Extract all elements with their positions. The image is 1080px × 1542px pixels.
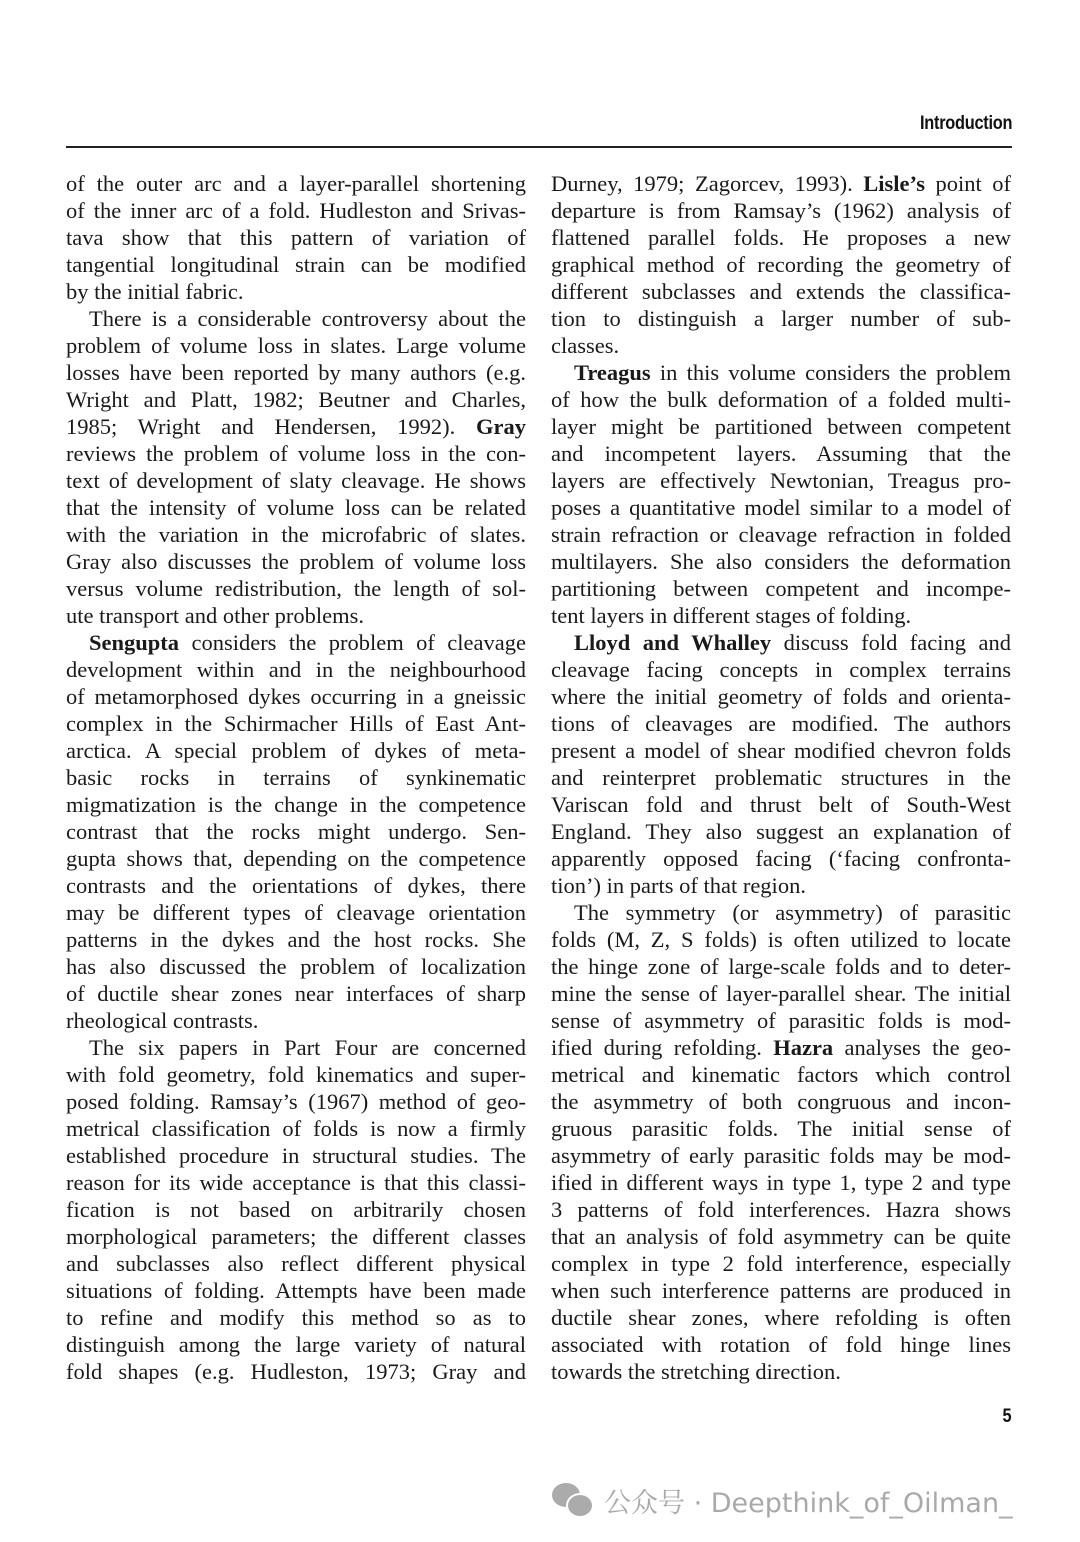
text-line: tion’) in parts of that region.	[551, 873, 806, 898]
text-fragment: discuss fold facing and	[771, 630, 1011, 655]
text-fragment: in this volume considers the problem	[650, 360, 1011, 385]
text-line: complex in the Schirmacher Hills of East Ant-	[66, 711, 526, 736]
text-line: by the initial fabric.	[66, 279, 244, 304]
wechat-icon	[552, 1483, 594, 1517]
text-line: flattened parallel folds. He proposes a new	[551, 225, 1011, 250]
text-line: of metamorphosed dykes occurring in a gneissic	[66, 684, 526, 709]
text-line: text of development of slaty cleavage. He shows	[66, 468, 526, 493]
text-line: fold shapes (e.g. Hudleston, 1973; Gray and	[66, 1359, 526, 1384]
text-line: apparently opposed facing (‘facing confronta-	[551, 846, 1011, 871]
text-line: The six papers in Part Four are concerned	[89, 1035, 526, 1060]
text-line: departure is from Ramsay’s (1962) analysis of	[551, 198, 1011, 223]
text-line: of the outer arc and a layer-parallel shortening	[66, 171, 526, 196]
text-line: ute transport and other problems.	[66, 603, 365, 628]
text-line: poses a quantitative model similar to a model of	[551, 495, 1011, 520]
text-fragment: Durney, 1979; Zagorcev, 1993).	[551, 171, 853, 196]
text-line: established procedure in structural studies. The	[66, 1143, 526, 1168]
text-line: present a model of shear modified chevron folds	[551, 738, 1011, 763]
text-line	[551, 629, 1011, 656]
text-line: and subclasses also reflect different physical	[66, 1251, 526, 1276]
page-number: 5	[1002, 1406, 1012, 1427]
text-line	[66, 413, 526, 440]
text-line: problem of volume loss in slates. Large volume	[66, 333, 526, 358]
author-name-lloyd-whalley: Lloyd and Whalley	[574, 630, 772, 655]
header-rule	[66, 146, 1012, 148]
text-line: of how the bulk deformation of a folded multi-	[551, 387, 1011, 412]
text-line: where the initial geometry of folds and orienta-	[551, 684, 1011, 709]
text-line: the asymmetry of both congruous and incon-	[551, 1089, 1011, 1114]
text-line: tion to distinguish a larger number of sub-	[551, 306, 1011, 331]
text-line: situations of folding. Attempts have been made	[66, 1278, 526, 1303]
text-line: reason for its wide acceptance is that this classi-	[66, 1170, 526, 1195]
text-line: graphical method of recording the geometry of	[551, 252, 1011, 277]
text-line: different subclasses and extends the classifica-	[551, 279, 1011, 304]
text-line: metrical and kinematic factors which control	[551, 1062, 1011, 1087]
text-line: migmatization is the change in the competence	[66, 792, 526, 817]
text-line	[551, 170, 1011, 197]
text-line: ified in different ways in type 1, type 2 and type	[551, 1170, 1011, 1195]
text-line	[551, 359, 1011, 386]
text-line: and reinterpret problematic structures in the	[551, 765, 1011, 790]
text-line: basic rocks in terrains of synkinematic	[66, 765, 526, 790]
text-line: metrical classification of folds is now a firmly	[66, 1116, 526, 1141]
text-line	[551, 1034, 1011, 1061]
text-line: reviews the problem of volume loss in the con-	[66, 441, 526, 466]
text-line: towards the stretching direction.	[551, 1359, 841, 1384]
text-line: morphological parameters; the different classes	[66, 1224, 526, 1249]
text-line: ductile shear zones, where refolding is often	[551, 1305, 1011, 1330]
text-line: England. They also suggest an explanation of	[551, 819, 1011, 844]
text-line: contrasts and the orientations of dykes, there	[66, 873, 526, 898]
text-line: of ductile shear zones near interfaces of sharp	[66, 981, 526, 1006]
text-line: patterns in the dykes and the host rocks. She	[66, 927, 526, 952]
left-column	[66, 170, 526, 1385]
author-name-sengupta: Sengupta	[89, 630, 180, 655]
text-line: There is a considerable controversy about the	[89, 306, 526, 331]
text-line: Variscan fold and thrust belt of South-West	[551, 792, 1011, 817]
text-line: complex in type 2 fold interference, especially	[551, 1251, 1011, 1276]
text-line: strain refraction or cleavage refraction in folded	[551, 522, 1011, 547]
text-fragment: 1985; Wright and Hendersen, 1992).	[66, 414, 456, 439]
text-line: the hinge zone of large-scale folds and to deter-	[551, 954, 1011, 979]
text-line: with the variation in the microfabric of slates.	[66, 522, 526, 547]
text-line: distinguish among the large variety of natural	[66, 1332, 526, 1357]
text-line: asymmetry of early parasitic folds may be mod-	[551, 1143, 1011, 1168]
text-fragment: considers the problem of cleavage	[179, 630, 526, 655]
text-line: contrast that the rocks might undergo. Sen-	[66, 819, 526, 844]
text-line: classes.	[551, 333, 620, 358]
text-line: gruous parasitic folds. The initial sense of	[551, 1116, 1011, 1141]
text-line: Gray also discusses the problem of volume loss	[66, 549, 526, 574]
text-fragment: point of	[924, 171, 1011, 196]
author-name-lisle: Lisle’s	[863, 171, 925, 196]
text-line: tions of cleavages are modified. The authors	[551, 711, 1011, 736]
text-line: multilayers. She also considers the deformation	[551, 549, 1011, 574]
text-line: fication is not based on arbitrarily chosen	[66, 1197, 526, 1222]
text-line: layers are effectively Newtonian, Treagus pro-	[551, 468, 1011, 493]
right-column	[551, 170, 1011, 1385]
text-line: posed folding. Ramsay’s (1967) method of geo-	[66, 1089, 526, 1114]
author-name-hazra: Hazra	[773, 1035, 834, 1060]
text-line: partitioning between competent and incompe-	[551, 576, 1011, 601]
text-line: when such interference patterns are produced in	[551, 1278, 1011, 1303]
text-line: mine the sense of layer-parallel shear. The initial	[551, 981, 1011, 1006]
text-line: and incompetent layers. Assuming that the	[551, 441, 1011, 466]
text-line: that the intensity of volume loss can be related	[66, 495, 526, 520]
text-line: cleavage facing concepts in complex terrains	[551, 657, 1011, 682]
running-head: Introduction	[919, 113, 1012, 134]
watermark-text: 公众号 · Deepthink_of_Oilman_	[604, 1487, 1013, 1519]
text-line: The symmetry (or asymmetry) of parasitic	[574, 900, 1011, 925]
watermark	[552, 1480, 1013, 1520]
text-line: sense of asymmetry of parasitic folds is mod-	[551, 1008, 1011, 1033]
text-line: layer might be partitioned between competent	[551, 414, 1011, 439]
text-line: Wright and Platt, 1982; Beutner and Charles,	[66, 387, 526, 412]
text-line: has also discussed the problem of localization	[66, 954, 526, 979]
author-name-treagus: Treagus	[574, 360, 651, 385]
text-line: versus volume redistribution, the length of sol-	[66, 576, 526, 601]
text-line: losses have been reported by many authors (e.g.	[66, 360, 526, 385]
text-line: with fold geometry, fold kinematics and super-	[66, 1062, 526, 1087]
text-fragment: analyses the geo-	[833, 1035, 1011, 1060]
text-line: development within and in the neighbourhood	[66, 657, 526, 682]
text-line: gupta shows that, depending on the competence	[66, 846, 526, 871]
text-line: tent layers in different stages of folding.	[551, 603, 912, 628]
text-fragment: ified during refolding.	[551, 1035, 762, 1060]
text-line: that an analysis of fold asymmetry can be quite	[551, 1224, 1011, 1249]
text-line: associated with rotation of fold hinge lines	[551, 1332, 1011, 1357]
text-line: rheological contrasts.	[66, 1008, 259, 1033]
text-line: folds (M, Z, S folds) is often utilized to locate	[551, 927, 1011, 952]
text-line: tava show that this pattern of variation of	[66, 225, 526, 250]
text-line: tangential longitudinal strain can be modified	[66, 252, 526, 277]
author-name-gray: Gray	[476, 414, 526, 439]
text-line: may be different types of cleavage orientation	[66, 900, 526, 925]
text-line	[66, 629, 526, 656]
text-line: of the inner arc of a fold. Hudleston and Srivas-	[66, 198, 526, 223]
text-line: to refine and modify this method so as to	[66, 1305, 526, 1330]
text-line: 3 patterns of fold interferences. Hazra shows	[551, 1197, 1011, 1222]
text-line: arctica. A special problem of dykes of meta-	[66, 738, 526, 763]
